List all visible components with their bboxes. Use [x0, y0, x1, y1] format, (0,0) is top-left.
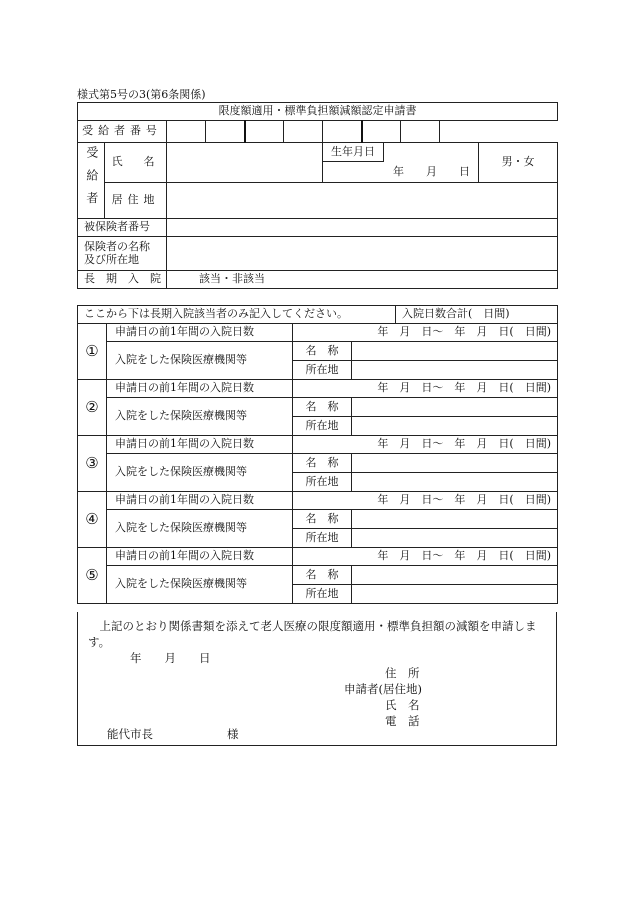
recipient-group-label: 受給者	[78, 143, 105, 219]
long-stay-label: 長 期 入 院	[78, 271, 167, 289]
institution-label: 入院をした保険医療機関等	[107, 454, 293, 492]
name-field[interactable]	[167, 143, 323, 183]
institution-name-field[interactable]	[352, 454, 558, 473]
days-label: 申請日の前1年間の入院日数	[107, 548, 293, 566]
blank	[479, 121, 558, 143]
long-stay-choice[interactable]: 該当・非該当	[167, 271, 558, 289]
institution-label: 入院をした保険医療機関等	[107, 566, 293, 604]
institution-name-label: 名 称	[293, 398, 352, 417]
birthdate-label: 生年月日	[323, 143, 384, 162]
applicant-label: 申請者(居住地)	[344, 682, 422, 696]
recipient-number-box[interactable]	[245, 121, 284, 143]
institution-location-field[interactable]	[352, 529, 558, 548]
insurer-field[interactable]	[167, 237, 558, 271]
institution-label: 入院をした保険医療機関等	[107, 510, 293, 548]
declaration-box	[77, 612, 557, 746]
address-label: 居住地	[105, 183, 167, 219]
period-field[interactable]: 年 月 日～ 年 月 日( 日間)	[293, 492, 558, 510]
period-field[interactable]: 年 月 日～ 年 月 日( 日間)	[293, 324, 558, 342]
birthdate-cell	[323, 143, 479, 183]
institution-name-field[interactable]	[352, 510, 558, 529]
insurer-label-line2: 及び所在地	[84, 252, 139, 266]
applicant-address-label: 住 所	[385, 666, 420, 680]
period-field[interactable]: 年 月 日～ 年 月 日( 日間)	[293, 380, 558, 398]
recipient-number-box[interactable]	[206, 121, 245, 143]
recipient-number-box[interactable]	[323, 121, 362, 143]
form-title: 限度額適用・標準負担額減額認定申請書	[78, 103, 558, 121]
institution-location-field[interactable]	[352, 361, 558, 380]
blank	[440, 121, 479, 143]
institution-location-label: 所在地	[293, 473, 352, 492]
recipient-number-box[interactable]	[362, 121, 401, 143]
institution-location-field[interactable]	[352, 473, 558, 492]
recipient-number-box[interactable]	[401, 121, 440, 143]
institution-location-field[interactable]	[352, 585, 558, 604]
institution-name-label: 名 称	[293, 454, 352, 473]
total-days-field[interactable]: 入院日数合計( 日間)	[396, 306, 558, 324]
entry-number: ③	[78, 436, 107, 492]
period-field[interactable]: 年 月 日～ 年 月 日( 日間)	[293, 548, 558, 566]
form-number: 様式第5号の3(第6条関係)	[77, 88, 206, 101]
institution-label: 入院をした保険医療機関等	[107, 342, 293, 380]
institution-location-label: 所在地	[293, 585, 352, 604]
recipient-number-box[interactable]	[167, 121, 206, 143]
institution-label: 入院をした保険医療機関等	[107, 398, 293, 436]
institution-name-field[interactable]	[352, 566, 558, 585]
recipient-number-box[interactable]	[284, 121, 323, 143]
insurer-label	[78, 237, 167, 271]
applicant-name-label: 氏 名	[385, 698, 420, 712]
address-field[interactable]	[167, 183, 558, 219]
institution-name-label: 名 称	[293, 342, 352, 361]
days-label: 申請日の前1年間の入院日数	[107, 436, 293, 454]
recipient-number-label: 受給者番号	[78, 121, 167, 143]
honorific: 様	[227, 727, 239, 741]
institution-location-field[interactable]	[352, 417, 558, 436]
declaration-text: 上記のとおり関係書類を添えて老人医療の限度額適用・標準負担額の減額を申請します。	[88, 619, 537, 649]
institution-name-label: 名 称	[293, 566, 352, 585]
days-label: 申請日の前1年間の入院日数	[107, 380, 293, 398]
period-field[interactable]: 年 月 日～ 年 月 日( 日間)	[293, 436, 558, 454]
days-label: 申請日の前1年間の入院日数	[107, 324, 293, 342]
entry-number: ②	[78, 380, 107, 436]
institution-name-field[interactable]	[352, 342, 558, 361]
institution-location-label: 所在地	[293, 417, 352, 436]
entry-number: ①	[78, 324, 107, 380]
birthdate-value[interactable]: 年 月 日	[393, 165, 470, 179]
name-label: 氏 名	[105, 143, 167, 183]
entry-number: ⑤	[78, 548, 107, 604]
institution-location-label: 所在地	[293, 529, 352, 548]
insured-number-label: 被保険者番号	[78, 219, 167, 237]
institution-name-field[interactable]	[352, 398, 558, 417]
entry-number: ④	[78, 492, 107, 548]
hospitalization-table	[77, 305, 558, 604]
sex-field[interactable]: 男・女	[479, 143, 558, 183]
insurer-label-line1: 保険者の名称	[84, 239, 150, 253]
institution-location-label: 所在地	[293, 361, 352, 380]
application-date[interactable]: 年 月 日	[130, 651, 211, 665]
applicant-info-table	[77, 102, 558, 289]
insured-number-field[interactable]	[167, 219, 558, 237]
applicant-phone-label: 電 話	[385, 714, 420, 728]
days-label: 申請日の前1年間の入院日数	[107, 492, 293, 510]
institution-name-label: 名 称	[293, 510, 352, 529]
long-stay-note: ここから下は長期入院該当者のみ記入してください。	[78, 306, 396, 324]
addressee: 能代市長	[107, 727, 153, 741]
